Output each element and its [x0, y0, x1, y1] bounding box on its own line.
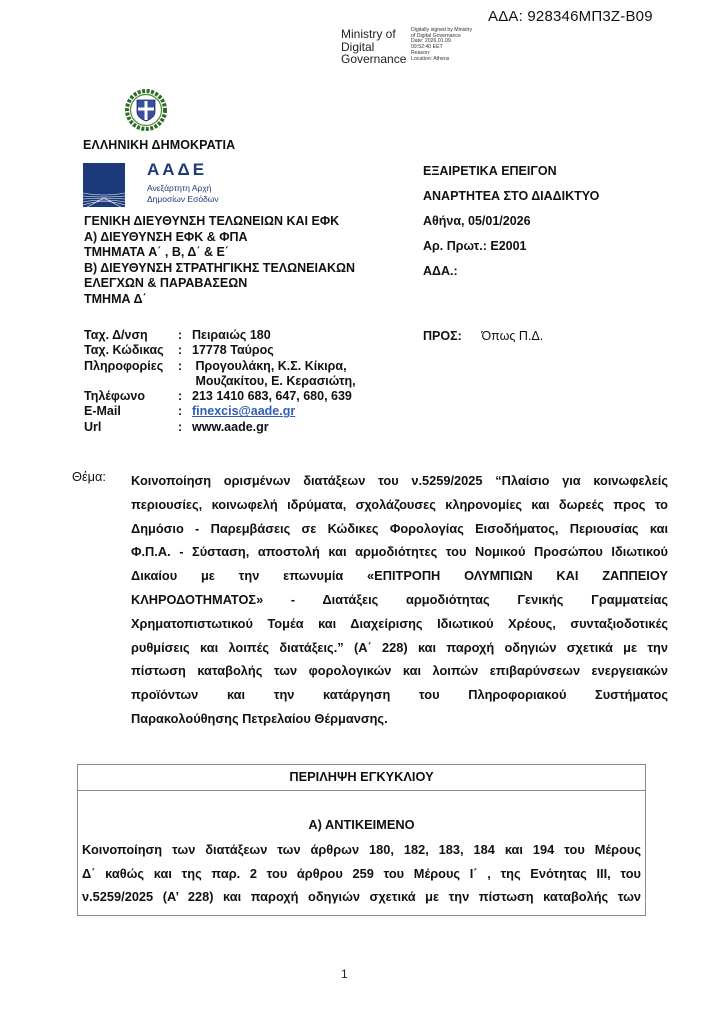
contact-value: Προγουλάκη, Κ.Σ. Κίκιρα, — [192, 358, 347, 373]
contact-label: Ταχ. Δ/νση — [84, 328, 148, 342]
department-line: ΤΜΗΜΑΤΑ Α΄ , Β, Δ΄ & Ε΄ — [84, 245, 229, 260]
republic-heading: ΕΛΛΗΝΙΚΗ ΔΗΜΟΚΡΑΤΙΑ — [83, 138, 236, 152]
contact-row-url — [84, 420, 356, 435]
contact-label: E-Mail — [84, 404, 121, 419]
summary-line: Δ΄ καθώς και της παρ. 2 του άρθρου 259 του Μέρους Ι΄ , της Ενότητας ΙΙΙ, του — [82, 865, 641, 881]
ada-number: ΑΔΑ: 928346ΜΠ3Ζ-Β09 — [488, 8, 653, 25]
contact-row-email — [84, 404, 356, 419]
signature-detail-line: Location: Athens — [411, 55, 450, 62]
signature-ministry — [341, 28, 406, 66]
publish-label: ΑΝΑΡΤΗΤΕΑ ΣΤΟ ΔΙΑΔΙΚΤΥΟ — [423, 189, 600, 203]
signature-ministry-line: Digital — [341, 39, 375, 54]
contact-row-phone — [84, 389, 356, 404]
department-line: ΓΕΝΙΚΗ ΔΙΕΥΘΥΝΣΗ ΤΕΛΩΝΕΙΩΝ ΚΑΙ ΕΦΚ — [84, 214, 340, 228]
contact-value: Πειραιώς 180 — [192, 328, 271, 342]
subject-line: Παρακολούθησης Πετρελαίου Θέρμανσης. — [131, 710, 388, 726]
contact-colon: : — [178, 328, 183, 342]
aade-logo-subtitle: Δημοσίων Εσόδων — [147, 194, 219, 204]
subject-line: Φ.Π.Α. - Σύσταση, αποστολή και αρμοδιότητες του Νομικού Προσώπου Ιδιωτικού — [131, 544, 668, 560]
contact-label: Πληροφορίες — [84, 358, 164, 373]
subject-line: ρυθμίσεις και λοιπές διατάξεις.” (Α΄ 228) και παροχή οδηγιών σχετικά με την — [131, 639, 668, 655]
contact-value: 17778 Ταύρος — [192, 343, 274, 358]
contact-value: Μουζακίτου, Ε. Κερασιώτη, — [192, 373, 356, 388]
summary-section-heading: Α) ΑΝΤΙΚΕΙΜΕΝΟ — [308, 817, 415, 832]
subject-text — [131, 469, 668, 731]
subject-line: περιουσίες, κοινωφελή ιδρύματα, σχολάζουσες κληρονομίες και δωρεές προς το — [131, 496, 668, 512]
subject-line: πίστωση καταβολής των φορολογικών και λοιπών επιβαρύνσεων ενεργειακών — [131, 663, 668, 679]
place-date: Αθήνα, 05/01/2026 — [423, 214, 531, 228]
signature-ministry-line: Ministry of — [341, 27, 396, 41]
signature-detail-line: 09:52:40 EET — [411, 44, 443, 51]
department-line: Α) ΔΙΕΥΘΥΝΣΗ ΕΦΚ & ΦΠΑ — [84, 229, 248, 244]
subject-line: Δικαίου με την επωνυμία «ΕΠΙΤΡΟΠΗ ΟΛΥΜΠΙΩΝ ΚΑΙ ΖΑΠΠΕΙΟΥ — [131, 568, 668, 584]
contact-row-info-cont — [84, 374, 356, 389]
signature-ministry-line: Governance — [341, 52, 407, 66]
contact-row-address — [84, 328, 356, 343]
department-line: ΕΛΕΓΧΩΝ & ΠΑΡΑΒΑΣΕΩΝ — [84, 276, 248, 291]
recipients — [423, 329, 543, 343]
signature-detail-line: Reason: — [411, 49, 431, 56]
contact-colon-spacer — [178, 374, 192, 389]
urgency-label: ΕΞΑΙΡΕΤΙΚΑ ΕΠΕΙΓΟΝ — [423, 164, 557, 178]
contact-colon: : — [178, 419, 183, 434]
subject-label: Θέμα: — [72, 469, 106, 484]
aade-logo-icon — [83, 163, 125, 207]
ada-label: ΑΔΑ.: — [423, 264, 458, 278]
contact-block — [84, 328, 356, 435]
aade-logo-subtitle: Ανεξάρτητη Αρχή — [147, 183, 212, 193]
summary-line: ν.5259/2025 (Α’ 228) και παροχή οδηγιών σχετικά με την πίστωση καταβολής των — [82, 889, 641, 904]
greek-coat-of-arms-icon — [124, 88, 168, 132]
subject-line: Χρηματοπιστωτικού Τομέα και Διαχείρισης Ιδιωτικού Χρέους, συνταξιοδοτικές — [131, 615, 668, 631]
department-line: Β) ΔΙΕΥΘΥΝΣΗ ΣΤΡΑΤΗΓΙΚΗΣ ΤΕΛΩΝΕΙΑΚΩΝ — [84, 260, 356, 275]
department-block — [84, 214, 355, 308]
summary-body — [82, 838, 641, 909]
contact-colon: : — [178, 404, 183, 419]
signature-details — [411, 28, 472, 62]
email-link[interactable]: finexcis@aade.gr — [192, 404, 296, 419]
contact-label — [84, 374, 178, 389]
subject-line: ΚΛΗΡΟΔΟΤΗΜΑΤΟΣ» - Διατάξεις αρμοδιότητας Γενικής Γραμματείας — [131, 591, 668, 607]
contact-colon: : — [178, 358, 183, 373]
contact-colon: : — [178, 343, 183, 358]
department-line: ΤΜΗΜΑ Δ΄ — [84, 291, 147, 306]
subject-line: Κοινοποίηση ορισμένων διατάξεων του ν.5259/2025 “Πλαίσιο για κοινωφελείς — [131, 473, 668, 488]
aade-logo-title: ΑΑΔΕ — [147, 160, 208, 179]
recipients-label: ΠΡΟΣ: — [423, 329, 462, 343]
contact-row-info — [84, 359, 356, 374]
contact-row-postcode — [84, 343, 356, 358]
subject-line: Δημόσιο - Παρεμβάσεις σε Κώδικες Φορολογίας Εισοδήματος, Περιουσίας και — [131, 520, 668, 536]
contact-value: www.aade.gr — [192, 419, 269, 434]
contact-value: 213 1410 683, 647, 680, 639 — [192, 389, 352, 404]
contact-colon: : — [178, 389, 183, 404]
contact-label: Ταχ. Κώδικας — [84, 343, 164, 358]
subject-line: προϊόντων και την κατάργηση του Πληροφοριακού Συστήματος — [131, 687, 668, 703]
protocol-number: Αρ. Πρωτ.: Ε2001 — [423, 239, 527, 253]
summary-line: Κοινοποίηση των διατάξεων των άρθρων 180, 182, 183, 184 και 194 του Μέρους — [82, 842, 641, 857]
signature-detail-line: Date: 2026.01.09 — [411, 38, 451, 45]
contact-label: Τηλέφωνο — [84, 389, 146, 404]
summary-box — [77, 764, 646, 916]
signature-detail-line: Digitally signed by Ministry — [411, 27, 473, 33]
signature-detail-line: of Digital Governance — [411, 32, 461, 39]
summary-title: ΠΕΡΙΛΗΨΗ ΕΓΚΥΚΛΙΟΥ — [78, 765, 645, 791]
recipients-value: Όπως Π.Δ. — [481, 329, 544, 343]
contact-label: Url — [84, 419, 102, 434]
page-number: 1 — [341, 967, 348, 981]
